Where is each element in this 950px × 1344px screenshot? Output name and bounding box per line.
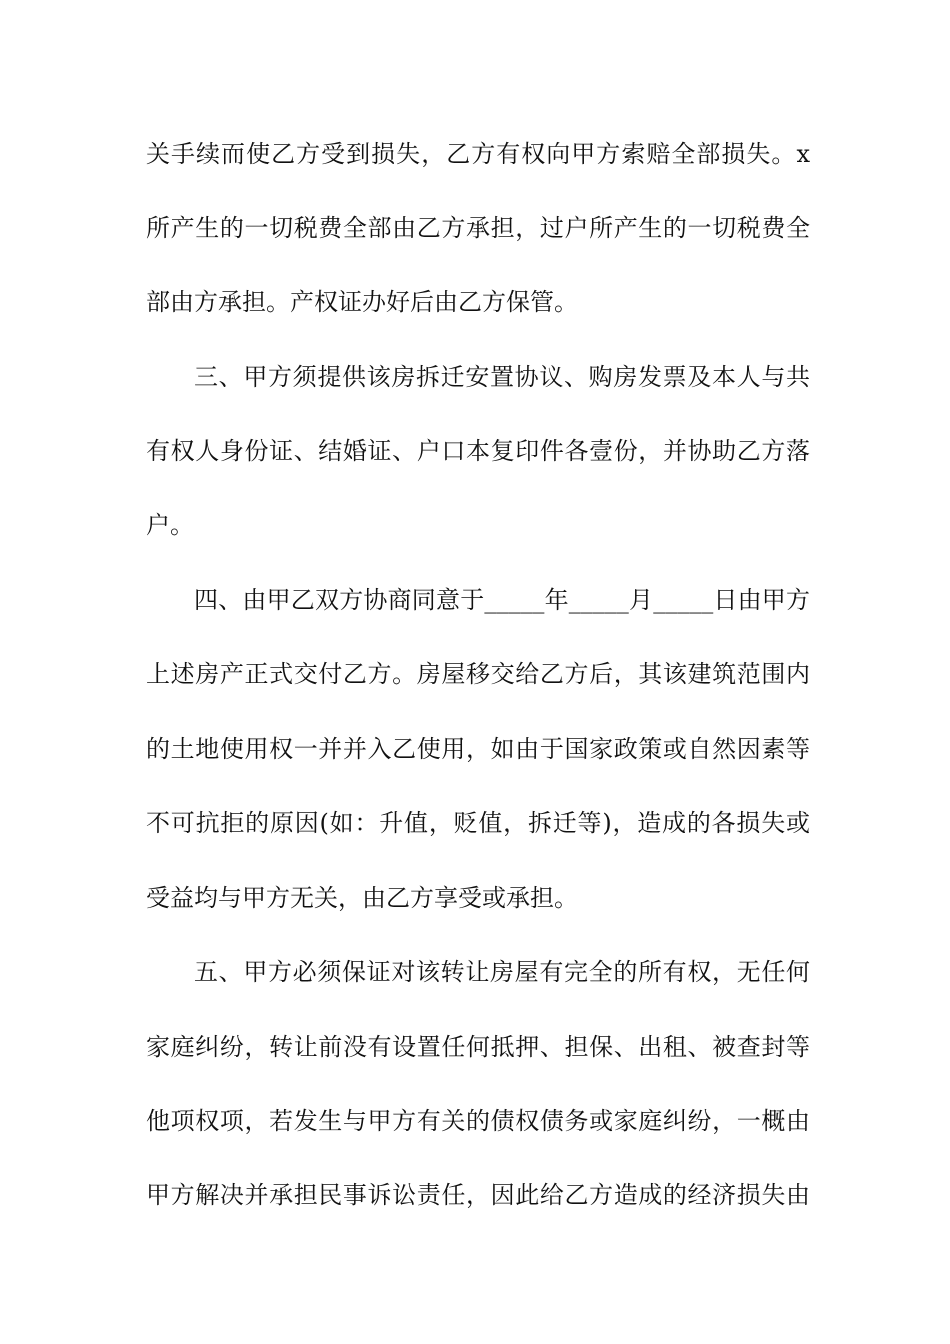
text-line-6: 户。: [146, 511, 194, 539]
text-line-3: 部由方承担。产权证办好后由乙方保管。: [146, 288, 578, 316]
text-line-2: 所产生的一切税费全部由乙方承担，过户所产生的一切税费全: [146, 214, 810, 242]
text-line-14: 他项权项，若发生与甲方有关的债权债务或家庭纠纷，一概由: [146, 1107, 810, 1135]
text-line-15: 甲方解决并承担民事诉讼责任，因此给乙方造成的经济损失由: [146, 1181, 810, 1209]
text-line-13: 家庭纠纷，转让前没有设置任何抵押、担保、出租、被查封等: [146, 1033, 810, 1061]
text-line-7: 四、由甲乙双方协商同意于_____年_____月_____日由甲方: [194, 586, 810, 614]
text-line-5: 有权人身份证、结婚证、户口本复印件各壹份，并协助乙方落: [146, 437, 810, 465]
text-line-8: 上述房产正式交付乙方。房屋移交给乙方后，其该建筑范围内: [146, 660, 810, 688]
text-line-9: 的土地使用权一并并入乙使用，如由于国家政策或自然因素等: [146, 735, 810, 763]
text-line-12: 五、甲方必须保证对该转让房屋有完全的所有权，无任何: [194, 958, 810, 986]
text-line-1: 关手续而使乙方受到损失，乙方有权向甲方索赔全部损失。x: [146, 140, 810, 168]
text-line-10: 不可抗拒的原因(如：升值，贬值，拆迁等)，造成的各损失或: [146, 809, 810, 837]
text-line-11: 受益均与甲方无关，由乙方享受或承担。: [146, 884, 578, 912]
text-line-4: 三、甲方须提供该房拆迁安置协议、购房发票及本人与共: [194, 363, 810, 391]
